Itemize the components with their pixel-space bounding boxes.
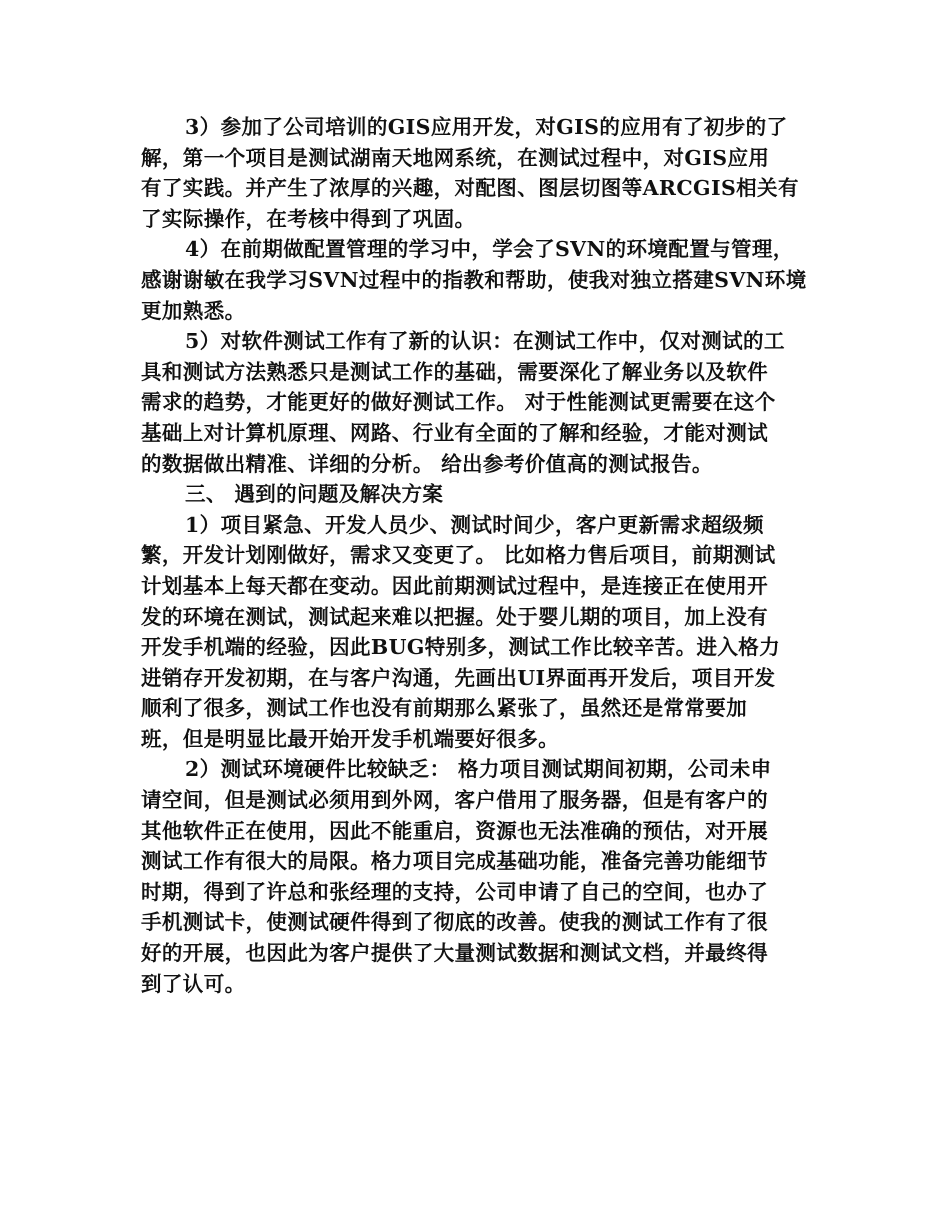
text-line: 3）参加了公司培训的GIS应用开发，对GIS的应用有了初步的了: [185, 115, 788, 139]
text-line: 请空间，但是测试必须用到外网，客户借用了服务器，但是有客户的: [141, 788, 768, 813]
text-line: 的数据做出精准、详细的分析。 给出参考价值高的测试报告。: [141, 451, 713, 476]
text-line: 4）在前期做配置管理的学习中，学会了SVN的环境配置与管理，: [185, 237, 794, 262]
text-line: 需求的趋势，才能更好的做好测试工作。 对于性能测试更需要在这个: [141, 390, 776, 415]
text-line: 时期，得到了许总和张经理的支持，公司申请了自己的空间，也办了: [141, 879, 768, 904]
text-line: 2）测试环境硬件比较缺乏： 格力项目测试期间初期，公司未申: [185, 757, 772, 782]
text-line: 测试工作有很大的局限。格力项目完成基础功能，准备完善功能细节: [141, 849, 768, 874]
document-page: [141, 112, 813, 999]
text-line: 5）对软件测试工作有了新的认识：在测试工作中，仅对测试的工: [185, 329, 785, 354]
text-line: 好的开展，也因此为客户提供了大量测试数据和测试文档，并最终得: [141, 941, 768, 966]
section-heading-text: 三、 遇到的问题及解决方案: [185, 482, 444, 507]
paragraph-svn-config: [141, 234, 813, 326]
text-line: 1）项目紧急、开发人员少、测试时间少，客户更新需求超级频: [185, 512, 764, 537]
text-line: 基础上对计算机原理、网路、行业有全面的了解和经验，才能对测试: [141, 420, 768, 445]
paragraph-gis-training: [141, 112, 813, 234]
text-line: 开发手机端的经验，因此BUG特别多，测试工作比较辛苦。进入格力: [141, 635, 781, 660]
text-line: 具和测试方法熟悉只是测试工作的基础，需要深化了解业务以及软件: [141, 359, 768, 384]
text-line: 手机测试卡，使测试硬件得到了彻底的改善。使我的测试工作有了很: [141, 910, 768, 935]
paragraph-testing-understanding: [141, 326, 813, 479]
text-line: 其他软件正在使用，因此不能重启，资源也无法准确的预估，对开展: [141, 818, 768, 843]
text-line: 班，但是明显比最开始开发手机端要好很多。: [141, 726, 559, 751]
text-line: 感谢谢敏在我学习SVN过程中的指教和帮助，使我对独立搭建SVN环境: [141, 267, 807, 292]
text-line: 了实际操作，在考核中得到了巩固。: [141, 206, 476, 231]
text-line: 发的环境在测试，测试起来难以把握。处于婴儿期的项目，加上没有: [141, 604, 768, 629]
paragraph-problem-1: [141, 510, 813, 755]
text-line: 有了实践。并产生了浓厚的兴趣，对配图、图层切图等ARCGIS相关有: [141, 176, 799, 201]
text-line: 进销存开发初期，在与客户沟通，先画出UI界面再开发后，项目开发: [141, 665, 776, 690]
section-heading: [141, 479, 813, 510]
text-line: 计划基本上每天都在变动。因此前期测试过程中，是连接正在使用开: [141, 573, 768, 598]
text-line: 繁，开发计划刚做好，需求又变更了。 比如格力售后项目，前期测试: [141, 543, 776, 568]
paragraph-problem-2: [141, 754, 813, 999]
text-line: 解，第一个项目是测试湖南天地网系统，在测试过程中，对GIS应用: [141, 145, 770, 170]
text-line: 顺利了很多，测试工作也没有前期那么紧张了，虽然还是常常要加: [141, 696, 748, 721]
text-line: 更加熟悉。: [141, 298, 246, 323]
text-line: 到了认可。: [141, 971, 246, 996]
